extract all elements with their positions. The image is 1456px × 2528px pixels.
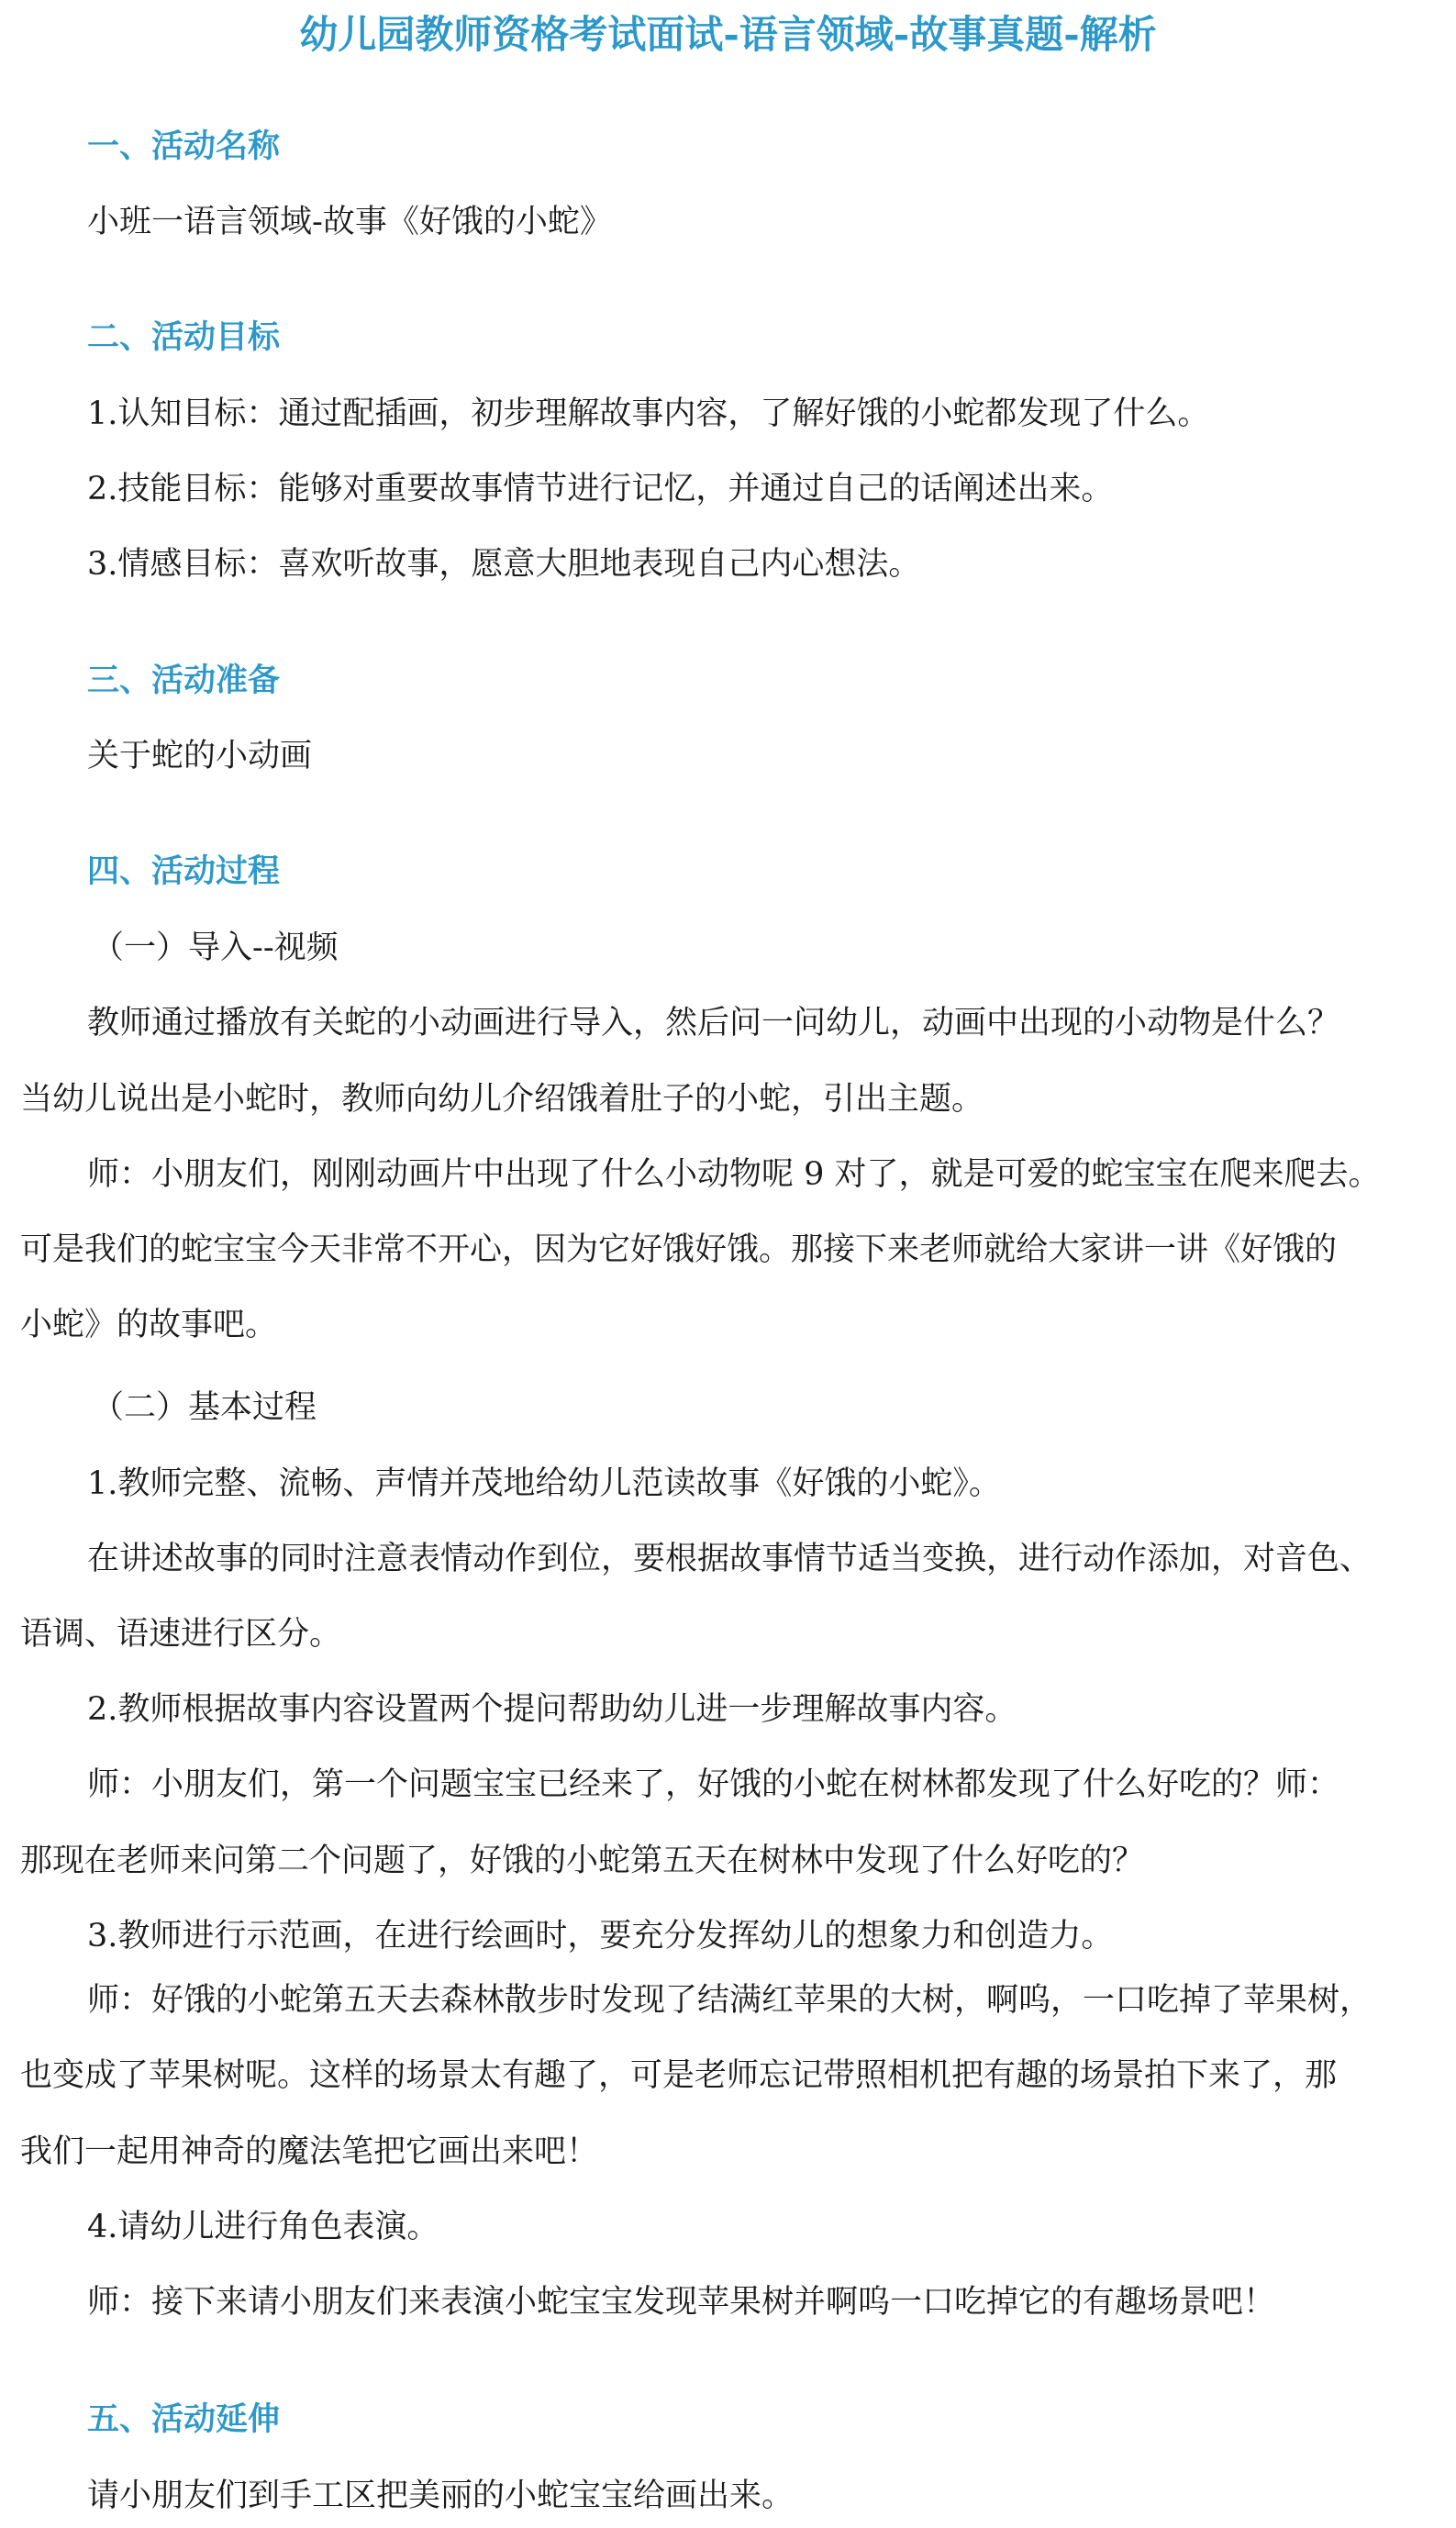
- section-heading-activity-name: 一、活动名称: [87, 128, 281, 165]
- subheading-introduction: （一）导入--视频: [92, 930, 339, 966]
- paragraph-line: 师：接下来请小朋友们来表演小蛇宝宝发现苹果树并啊呜一口吃掉它的有趣场景吧！: [87, 2284, 1276, 2321]
- paragraph-line: 师：好饿的小蛇第五天去森林散步时发现了结满红苹果的大树，啊呜，一口吃掉了苹果树，: [87, 1982, 1373, 2019]
- paragraph-line: 师：小朋友们，刚刚动画片中出现了什么小动物呢 9 对了，就是可爱的蛇宝宝在爬来爬去。: [87, 1156, 1381, 1193]
- paragraph-line: 语调、语速进行区分。: [20, 1616, 342, 1653]
- paragraph-line: 可是我们的蛇宝宝今天非常不开心，因为它好饿好饿。那接下来老师就给大家讲一讲《好饿的: [20, 1231, 1338, 1268]
- goal-skill: 2.技能目标：能够对重要故事情节进行记忆，并通过自己的话阐述出来。: [87, 471, 1114, 507]
- extension-text: 请小朋友们到手工区把美丽的小蛇宝宝给画出来。: [87, 2478, 795, 2514]
- paragraph-line: 也变成了苹果树呢。这样的场景太有趣了，可是老师忘记带照相机把有趣的场景拍下来了，那: [20, 2057, 1338, 2094]
- page-title: 幼儿园教师资格考试面试-语言领域-故事真题-解析: [299, 12, 1157, 57]
- section-heading-activity-extension: 五、活动延伸: [87, 2400, 281, 2438]
- step-1: 1.教师完整、流畅、声情并茂地给幼儿范读故事《好饿的小蛇》。: [87, 1465, 1001, 1502]
- paragraph-line: 小蛇》的故事吧。: [20, 1307, 278, 1343]
- paragraph-line: 在讲述故事的同时注意表情动作到位，要根据故事情节适当变换，进行动作添加，对音色、: [87, 1541, 1373, 1577]
- section-heading-activity-preparation: 三、活动准备: [87, 662, 281, 699]
- paragraph-line: 当幼儿说出是小蛇时，教师向幼儿介绍饿着肚子的小蛇，引出主题。: [20, 1081, 984, 1118]
- activity-name-text: 小班一语言领域-故事《好饿的小蛇》: [87, 204, 612, 240]
- paragraph-line: 我们一起用神奇的魔法笔把它画出来吧！: [20, 2133, 599, 2170]
- step-2: 2.教师根据故事内容设置两个提问帮助幼儿进一步理解故事内容。: [87, 1691, 1017, 1728]
- section-heading-activity-process: 四、活动过程: [87, 852, 281, 890]
- preparation-text: 关于蛇的小动画: [87, 738, 313, 774]
- paragraph-line: 教师通过播放有关蛇的小动画进行导入，然后问一问幼儿，动画中出现的小动物是什么？: [87, 1005, 1340, 1041]
- subheading-basic-process: （二）基本过程: [92, 1389, 317, 1426]
- goal-cognitive: 1.认知目标：通过配插画，初步理解故事内容，了解好饿的小蛇都发现了什么。: [87, 395, 1210, 432]
- paragraph-line: 那现在老师来问第二个问题了，好饿的小蛇第五天在树林中发现了什么好吃的？: [20, 1843, 1145, 1879]
- paragraph-line: 师：小朋友们，第一个问题宝宝已经来了，好饿的小蛇在树林都发现了什么好吃的？师：: [87, 1766, 1340, 1803]
- section-heading-activity-goals: 二、活动目标: [87, 318, 281, 356]
- step-4: 4.请幼儿进行角色表演。: [87, 2209, 439, 2245]
- step-3: 3.教师进行示范画，在进行绘画时，要充分发挥幼儿的想象力和创造力。: [87, 1918, 1114, 1954]
- goal-emotion: 3.情感目标：喜欢听故事，愿意大胆地表现自己内心想法。: [87, 546, 921, 583]
